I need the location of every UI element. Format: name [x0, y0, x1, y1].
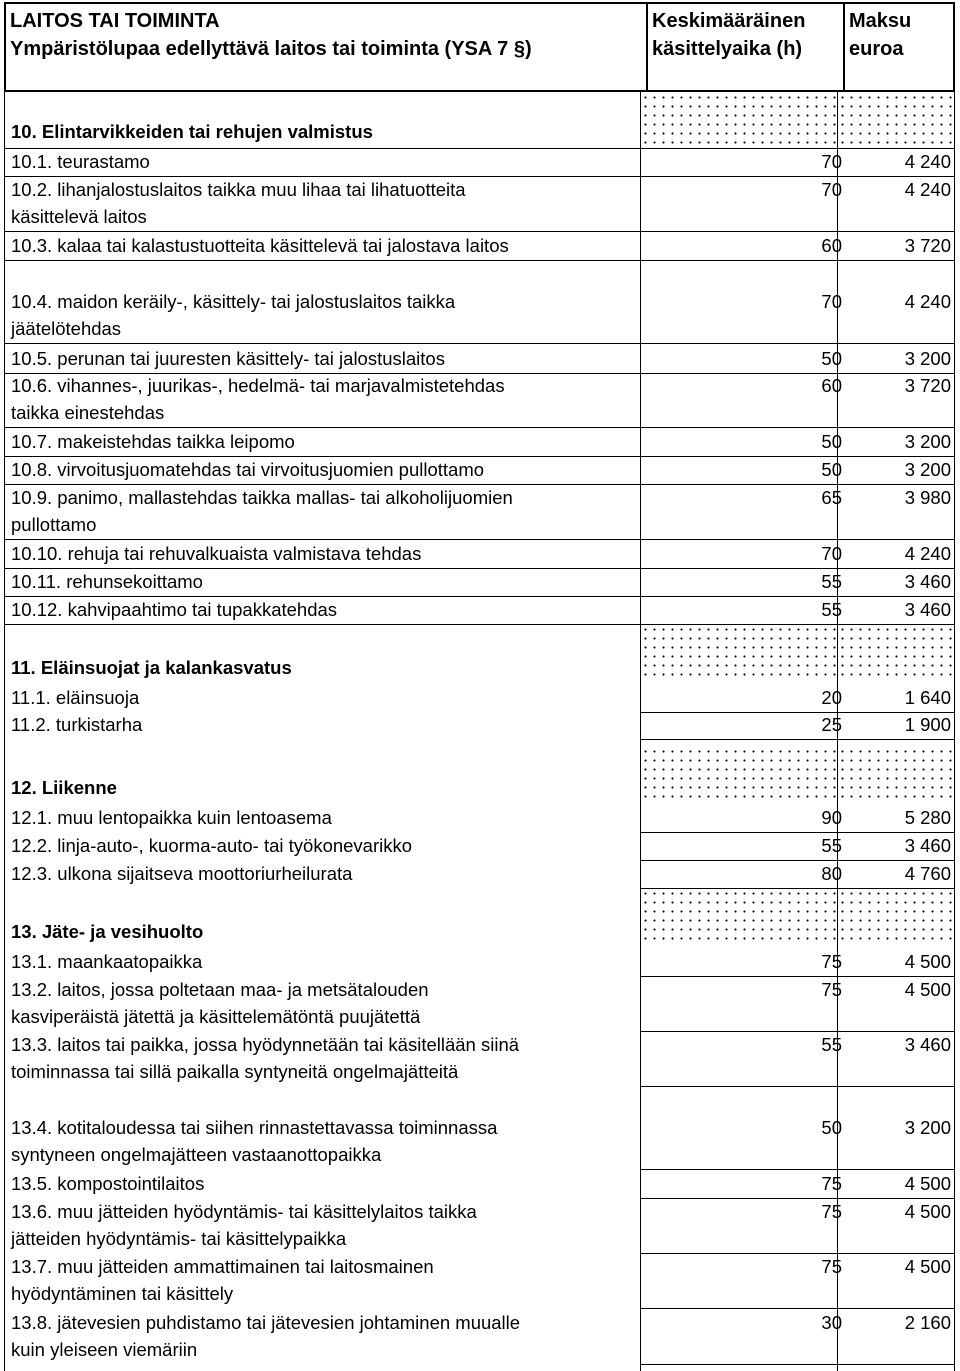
section-11-fee-hatch — [838, 625, 954, 681]
section-title: 10. Elintarvikkeiden tai rehujen valmistus — [11, 121, 373, 142]
row-fee: 4 500 — [904, 1201, 951, 1222]
row-divider — [5, 343, 954, 344]
row-description — [11, 948, 631, 975]
row-description — [11, 568, 631, 595]
row-description-line: 13.8. jätevesien puhdistamo tai jätevesien johtaminen muualle — [11, 1312, 521, 1333]
table-header — [4, 2, 955, 92]
row-description — [11, 804, 631, 831]
row-description — [11, 1253, 631, 1307]
row-processing-time: 75 — [821, 1173, 842, 1194]
row-divider — [641, 1086, 954, 1087]
row-description-line: 10.1. teurastamo — [11, 151, 150, 172]
row-description — [11, 596, 631, 623]
section-13-fee-hatch — [838, 889, 954, 946]
fee-column-divider — [837, 92, 838, 1371]
row-description-line: syntyneen ongelmajätteen vastaanottopaikka — [11, 1144, 382, 1165]
row-description — [11, 148, 631, 175]
row-description-line: 12.3. ulkona sijaitseva moottoriurheilurata — [11, 863, 353, 884]
section-10-fee-hatch — [838, 93, 954, 149]
row-fee: 4 240 — [904, 291, 951, 312]
row-processing-time: 90 — [821, 807, 842, 828]
row-processing-time: 75 — [821, 951, 842, 972]
row-description — [11, 976, 631, 1030]
row-fee: 4 240 — [904, 179, 951, 200]
row-processing-time: 60 — [821, 375, 842, 396]
row-description-line: 11.2. turkistarha — [11, 714, 143, 735]
row-description-line: 10.11. rehunsekoittamo — [11, 571, 203, 592]
row-description-line: 10.12. kahvipaahtimo tai tupakkatehdas — [11, 599, 338, 620]
section-11-time-hatch — [641, 625, 837, 681]
section-title: 12. Liikenne — [11, 777, 117, 798]
row-processing-time: 20 — [821, 687, 842, 708]
row-fee: 2 160 — [904, 1312, 951, 1333]
row-processing-time: 70 — [821, 291, 842, 312]
table-left-border — [4, 92, 5, 1371]
row-description-line: 13.3. laitos tai paikka, jossa hyödynnetään tai käsitellään siinä — [11, 1034, 520, 1055]
row-processing-time: 25 — [821, 714, 842, 735]
row-description — [11, 832, 631, 859]
row-fee: 3 460 — [904, 835, 951, 856]
header-activity-subtitle: Ympäristölupaa edellyttävä laitos tai toiminta (YSA 7 §) — [10, 38, 532, 60]
row-fee: 4 240 — [904, 151, 951, 172]
section-12-time-hatch — [641, 747, 837, 802]
table-right-border — [954, 92, 955, 1371]
row-description-line: 13.6. muu jätteiden hyödyntämis- tai käsittelylaitos taikka — [11, 1201, 477, 1222]
header-time-line1: Keskimääräinen — [652, 10, 806, 32]
row-description — [11, 860, 631, 887]
row-description — [11, 1170, 631, 1197]
row-fee: 4 500 — [904, 951, 951, 972]
row-fee: 3 720 — [904, 375, 951, 396]
header-fee-column — [843, 4, 955, 90]
section-12-fee-hatch — [838, 747, 954, 802]
row-description — [11, 176, 631, 230]
header-time-column — [646, 4, 836, 90]
row-divider — [5, 624, 954, 625]
row-description-line: 10.8. virvoitusjuomatehdas tai virvoitusjuomien pullottamo — [11, 459, 485, 480]
row-fee: 3 200 — [904, 431, 951, 452]
row-description-line: 10.7. makeistehdas taikka leipomo — [11, 431, 295, 452]
row-description-line: 10.4. maidon keräily-, käsittely- tai jalostuslaitos taikka — [11, 291, 456, 312]
row-divider — [641, 739, 954, 740]
row-description-line: 13.4. kotitaloudessa tai siihen rinnastettavassa toiminnassa — [11, 1117, 498, 1138]
row-description-line: jätteiden hyödyntämis- tai käsittelypaikka — [11, 1228, 347, 1249]
row-description — [11, 345, 631, 372]
row-description-line: 13.1. maankaatopaikka — [11, 951, 203, 972]
row-description-line: 12.1. muu lentopaikka kuin lentoasema — [11, 807, 332, 828]
row-description — [11, 711, 631, 738]
row-processing-time: 30 — [821, 1312, 842, 1333]
row-description — [11, 1114, 631, 1168]
row-description-line: 12.2. linja-auto-, kuorma-auto- tai työkonevarikko — [11, 835, 413, 856]
row-fee: 4 500 — [904, 1256, 951, 1277]
row-description — [11, 684, 631, 711]
row-description — [11, 1198, 631, 1252]
row-description-line: taikka einestehdas — [11, 402, 165, 423]
row-description-line: toiminnassa tai sillä paikalla syntyneitä ongelmajätteitä — [11, 1061, 459, 1082]
row-fee: 1 640 — [904, 687, 951, 708]
row-processing-time: 55 — [821, 571, 842, 592]
row-description — [11, 372, 631, 426]
section-13-time-hatch — [641, 889, 837, 946]
row-description — [11, 1309, 631, 1363]
row-description-line: 11.1. eläinsuoja — [11, 687, 140, 708]
row-description-line: 10.2. lihanjalostuslaitos taikka muu lihaa tai lihatuotteita — [11, 179, 466, 200]
row-processing-time: 80 — [821, 863, 842, 884]
row-description — [11, 232, 631, 259]
row-description — [11, 428, 631, 455]
row-processing-time: 50 — [821, 431, 842, 452]
time-column-divider — [640, 92, 641, 1371]
row-fee: 3 460 — [904, 571, 951, 592]
row-description-line: pullottamo — [11, 514, 97, 535]
row-description-line: hyödyntäminen tai käsittely — [11, 1283, 234, 1304]
row-description-line: 10.3. kalaa tai kalastustuotteita käsittelevä tai jalostava laitos — [11, 235, 509, 256]
row-description — [11, 484, 631, 538]
header-activity-title: LAITOS TAI TOIMINTA — [10, 10, 220, 32]
section-title: 13. Jäte- ja vesihuolto — [11, 921, 204, 942]
row-description — [11, 288, 631, 342]
row-processing-time: 65 — [821, 487, 842, 508]
row-fee: 3 980 — [904, 487, 951, 508]
row-description-line: 10.5. perunan tai juuresten käsittely- tai jalostuslaitos — [11, 348, 445, 369]
row-processing-time: 55 — [821, 835, 842, 856]
row-processing-time: 50 — [821, 1117, 842, 1138]
row-description-line: 10.9. panimo, mallastehdas taikka mallas- tai alkoholijuomien — [11, 487, 513, 508]
row-description-line: kasviperäistä jätettä ja käsittelemätöntä puujätettä — [11, 1006, 421, 1027]
row-description-line: kuin yleiseen viemäriin — [11, 1339, 198, 1360]
row-fee: 3 460 — [904, 1034, 951, 1055]
row-description-line: jäätelötehdas — [11, 318, 122, 339]
header-fee-line2: euroa — [849, 38, 904, 60]
row-fee: 3 200 — [904, 1117, 951, 1138]
row-processing-time: 70 — [821, 543, 842, 564]
row-fee: 4 500 — [904, 1173, 951, 1194]
header-time-line2: käsittelyaika (h) — [652, 38, 803, 60]
row-fee: 4 760 — [904, 863, 951, 884]
row-divider — [641, 888, 954, 889]
row-fee: 3 200 — [904, 348, 951, 369]
row-fee: 5 280 — [904, 807, 951, 828]
row-description — [11, 456, 631, 483]
row-fee: 3 460 — [904, 599, 951, 620]
row-processing-time: 75 — [821, 1256, 842, 1277]
row-divider — [5, 260, 954, 261]
row-processing-time: 55 — [821, 599, 842, 620]
row-processing-time: 70 — [821, 179, 842, 200]
row-description — [11, 1031, 631, 1085]
section-10-time-hatch — [641, 93, 837, 149]
row-processing-time: 60 — [821, 235, 842, 256]
row-divider — [641, 1364, 954, 1365]
row-description — [11, 540, 631, 567]
section-title: 11. Eläinsuojat ja kalankasvatus — [11, 657, 292, 678]
row-description-line: 10.6. vihannes-, juurikas-, hedelmä- tai marjavalmistetehdas — [11, 375, 505, 396]
row-processing-time: 50 — [821, 348, 842, 369]
row-processing-time: 55 — [821, 1034, 842, 1055]
row-fee: 4 240 — [904, 543, 951, 564]
row-description-line: 10.10. rehuja tai rehuvalkuaista valmistava tehdas — [11, 543, 422, 564]
row-description-line: 13.5. kompostointilaitos — [11, 1173, 205, 1194]
header-fee-line1: Maksu — [849, 10, 912, 32]
row-processing-time: 75 — [821, 1201, 842, 1222]
row-processing-time: 50 — [821, 459, 842, 480]
row-processing-time: 70 — [821, 151, 842, 172]
row-fee: 1 900 — [904, 714, 951, 735]
row-processing-time: 75 — [821, 979, 842, 1000]
row-fee: 3 720 — [904, 235, 951, 256]
row-description-line: 13.2. laitos, jossa poltetaan maa- ja metsätalouden — [11, 979, 429, 1000]
row-fee: 3 200 — [904, 459, 951, 480]
row-fee: 4 500 — [904, 979, 951, 1000]
row-description-line: käsittelevä laitos — [11, 206, 147, 227]
header-activity-column — [10, 4, 640, 90]
row-description-line: 13.7. muu jätteiden ammattimainen tai laitosmainen — [11, 1256, 434, 1277]
